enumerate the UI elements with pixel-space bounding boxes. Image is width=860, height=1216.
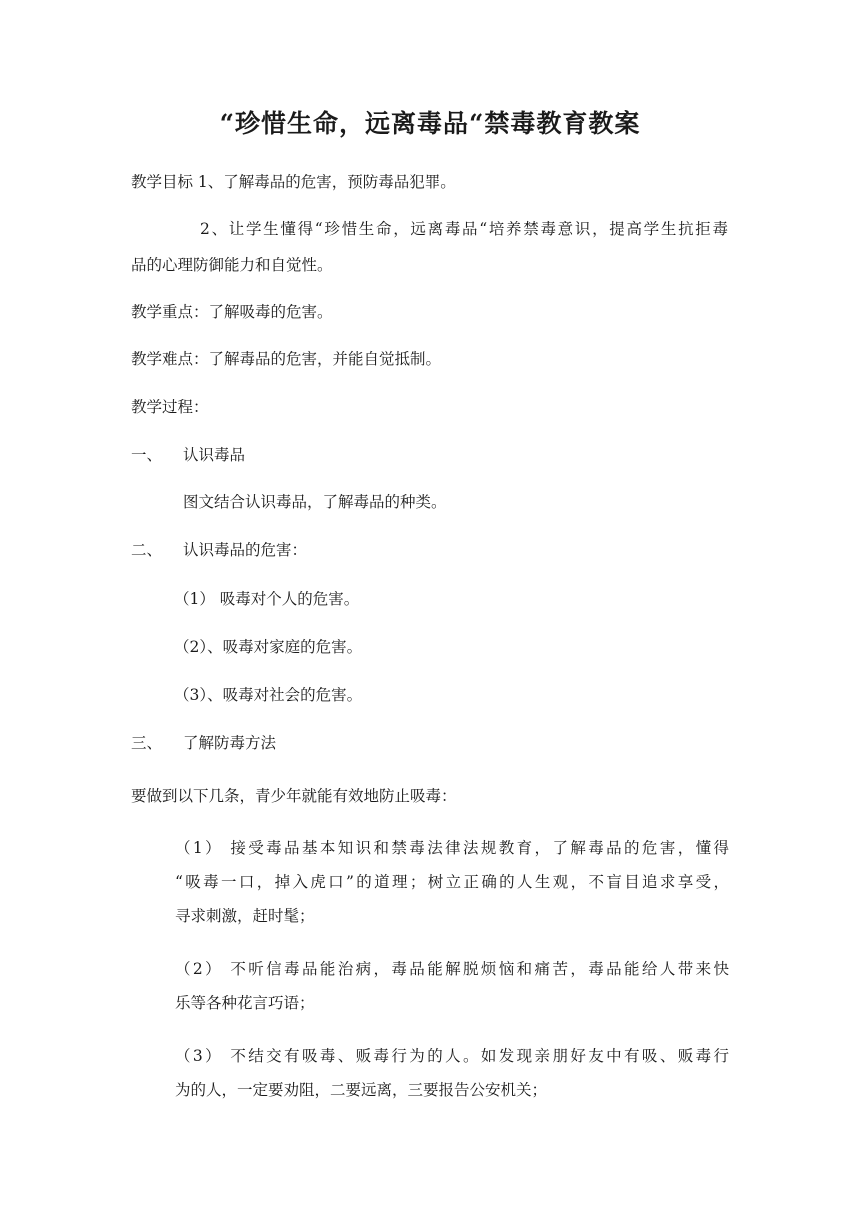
- section-number: 二、: [131, 541, 163, 559]
- objective-line-2a: 2、让学生懂得“珍惜生命，远离毒品“培养禁毒意识，提高学生抗拒毒: [200, 220, 728, 238]
- objective-line-1: 教学目标 1、了解毒品的危害，预防毒品犯罪。: [131, 173, 456, 191]
- difficulty: 教学难点：了解毒品的危害，并能自觉抵制。: [131, 350, 442, 368]
- section-number: 一、: [131, 446, 163, 464]
- method-3-line-2: 为的人，一定要劝阻，二要远离，三要报告公安机关；: [175, 1081, 548, 1099]
- harm-item-1: （1） 吸毒对个人的危害。: [174, 590, 360, 608]
- method-1-line-3: 寻求刺激，赶时髦；: [175, 907, 315, 925]
- section-title: 认识毒品: [183, 446, 246, 464]
- method-2-line-2: 乐等各种花言巧语；: [175, 994, 315, 1012]
- objective-line-2b: 品的心理防御能力和自觉性。: [131, 256, 333, 274]
- section-1-heading: [131, 445, 245, 465]
- section-title: 认识毒品的危害：: [183, 541, 308, 559]
- document-title: “珍惜生命，远离毒品“禁毒教育教案: [219, 109, 641, 138]
- section-1-body: 图文结合认识毒品，了解毒品的种类。: [183, 493, 447, 511]
- key-point: 教学重点：了解吸毒的危害。: [131, 303, 333, 321]
- section-3-heading: [131, 733, 276, 753]
- method-2-line-1: （2） 不听信毒品能治病，毒品能解脱烦恼和痛苦，毒品能给人带来快: [175, 960, 729, 978]
- section-title: 了解防毒方法: [183, 734, 277, 752]
- section-2-heading: [131, 540, 307, 560]
- method-3-line-1: （3） 不结交有吸毒、贩毒行为的人。如发现亲朋好友中有吸、贩毒行: [175, 1047, 729, 1065]
- harm-item-3: （3）、吸毒对社会的危害。: [174, 686, 363, 704]
- section-number: 三、: [131, 734, 163, 752]
- method-1-line-1: （1） 接受毒品基本知识和禁毒法律法规教育，了解毒品的危害，懂得: [175, 839, 729, 857]
- method-1-line-2: “吸毒一口，掉入虎口”的道理；树立正确的人生观，不盲目追求享受，: [175, 873, 729, 891]
- methods-intro: 要做到以下几条，青少年就能有效地防止吸毒：: [131, 787, 457, 805]
- process-label: 教学过程：: [131, 398, 209, 416]
- harm-item-2: （2）、吸毒对家庭的危害。: [174, 638, 363, 656]
